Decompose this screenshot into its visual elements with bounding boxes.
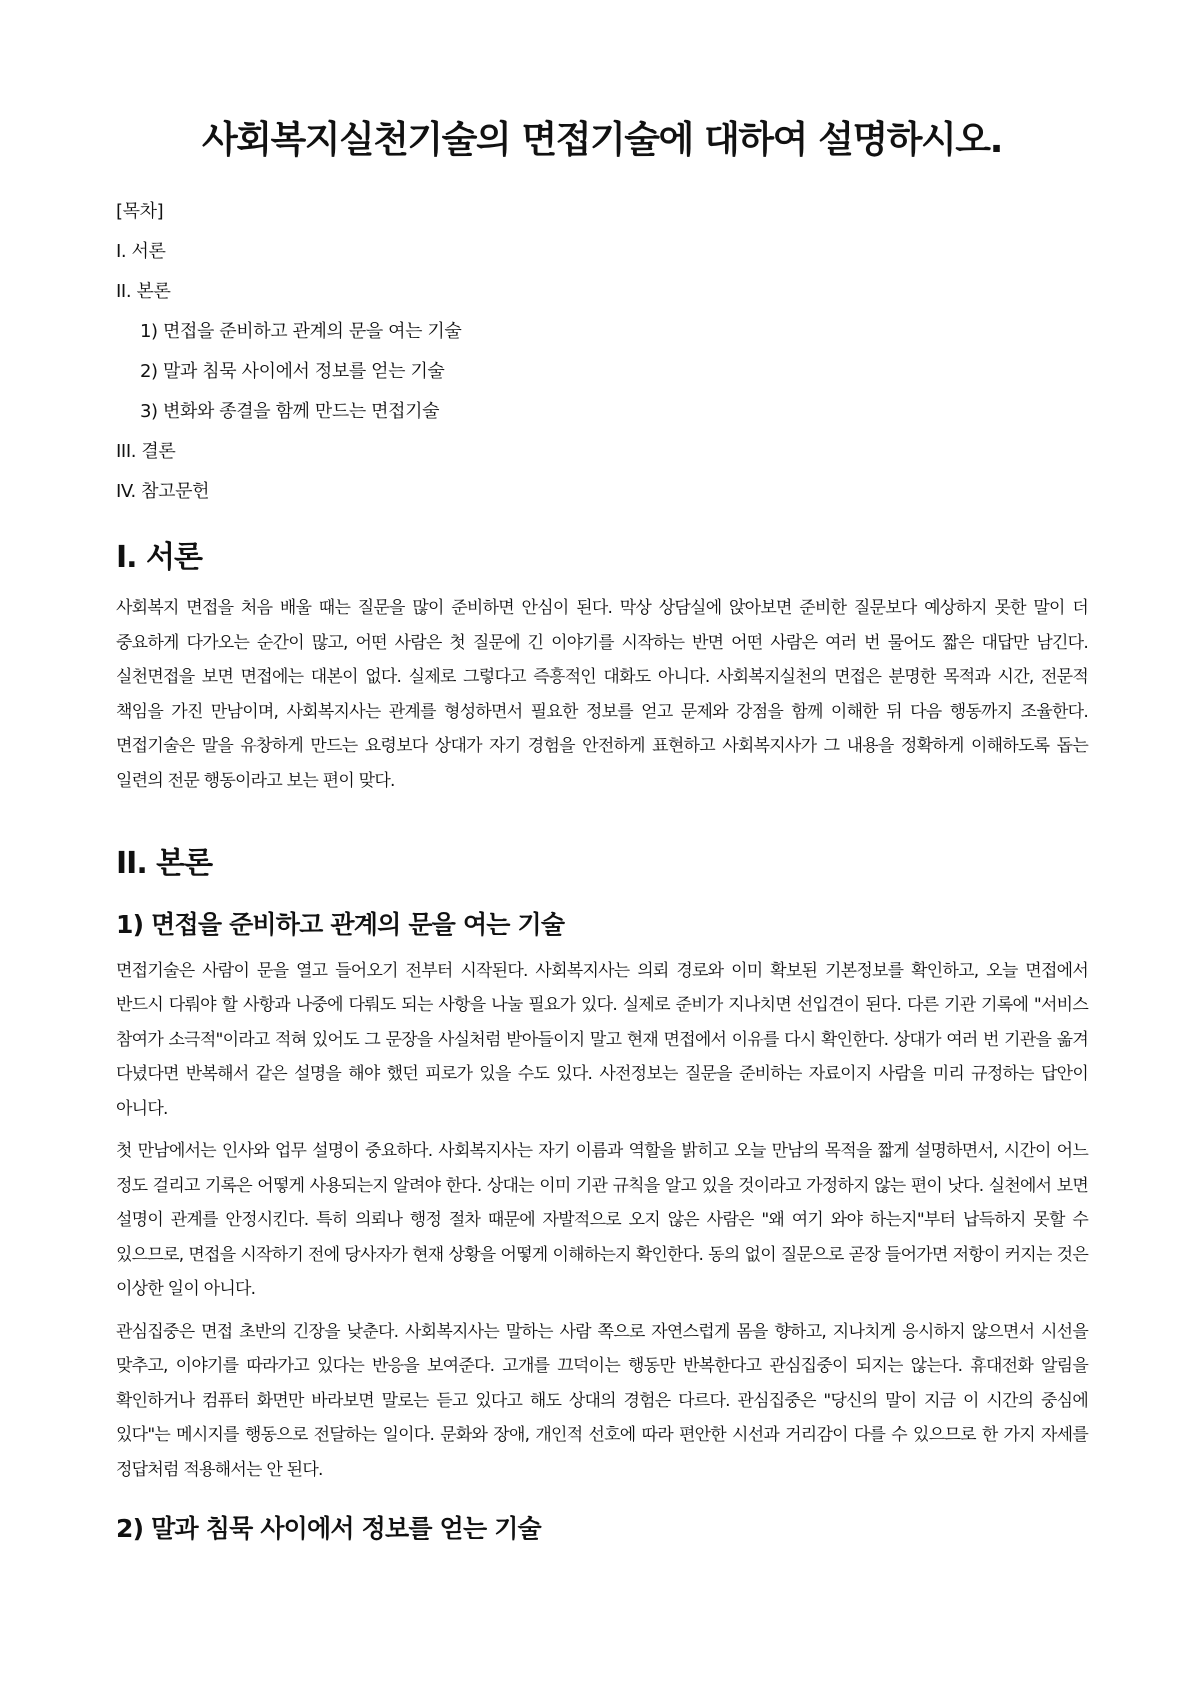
toc-item: II. 본론: [116, 281, 171, 303]
toc-item: I. 서론: [116, 241, 166, 263]
toc-item: 3) 변화와 종결을 함께 만드는 면접기술: [140, 401, 440, 423]
body-paragraph: 관심집중은 면접 초반의 긴장을 낮춘다. 사회복지사는 말하는 사람 쪽으로 자연스럽게 몸을 향하고, 지나치게 응시하지 않으면서 시선을 맞추고, 이야기를 따라가고 있다는 반응을 보여준다. 고개를 끄덕이는 행동만 반복한다고 관심집중이 되지는 않는다. 휴대전화 알림을 확인하거나 컴퓨터 화면만 바라보면 말로는 듣고 있다고 해도 상대의 경험은 다르다. 관심집중은 "당신의 말이 지금 이 시간의 중심에 있다"는 메시지를 행동으로 전달하는 일이다. 문화와 장애, 개인적 선호에 따라 편안한 시선과 거리감이 다를 수 있으므로 한 가지 자세를 정답처럼 적용해서는 안 된다.: [116, 1321, 1088, 1480]
table-of-contents: [116, 192, 1088, 512]
toc-heading: [목차]: [116, 201, 164, 223]
body-paragraph: 첫 만남에서는 인사와 업무 설명이 중요하다. 사회복지사는 자기 이름과 역할을 밝히고 오늘 만남의 목적을 짧게 설명하면서, 시간이 어느 정도 걸리고 기록은 어떻게 사용되는지 알려야 한다. 상대는 이미 기관 규칙을 알고 있을 것이라고 가정하지 않는 편이 낫다. 실천에서 보면 설명이 관계를 안정시킨다. 특히 의뢰나 행정 절차 때문에 자발적으로 오지 않은 사람은 "왜 여기 와야 하는지"부터 납득하지 못할 수 있으므로, 면접을 시작하기 전에 당사자가 현재 상황을 어떻게 이해하는지 확인한다. 동의 없이 질문으로 곧장 들어가면 저항이 커지는 것은 이상한 일이 아니다.: [116, 1141, 1088, 1300]
subsection-heading-1: 1) 면접을 준비하고 관계의 문을 여는 기술: [116, 910, 565, 940]
section-heading-body: II. 본론: [116, 846, 213, 882]
document-title: 사회복지실천기술의 면접기술에 대하여 설명하시오.: [201, 118, 1003, 161]
section-heading-intro: I. 서론: [116, 540, 202, 576]
intro-paragraph: 사회복지 면접을 처음 배울 때는 질문을 많이 준비하면 안심이 된다. 막상 상담실에 앉아보면 준비한 질문보다 예상하지 못한 말이 더 중요하게 다가오는 순간이 많고, 어떤 사람은 첫 질문에 긴 이야기를 시작하는 반면 어떤 사람은 여러 번 물어도 짧은 대답만 남긴다. 실천면접을 보면 면접에는 대본이 없다. 실제로 그렇다고 즉흥적인 대화도 아니다. 사회복지실천의 면접은 분명한 목적과 시간, 전문적 책임을 가진 만남이며, 사회복지사는 관계를 형성하면서 필요한 정보를 얻고 문제와 강점을 함께 이해한 뒤 다음 행동까지 조율한다. 면접기술은 말을 유창하게 만드는 요령보다 상대가 자기 경험을 안전하게 표현하고 사회복지사가 그 내용을 정확하게 이해하도록 돕는 일련의 전문 행동이라고 보는 편이 맞다.: [116, 598, 1088, 791]
body-paragraph: 면접기술은 사람이 문을 열고 들어오기 전부터 시작된다. 사회복지사는 의뢰 경로와 이미 확보된 기본정보를 확인하고, 오늘 면접에서 반드시 다뤄야 할 사항과 나중에 다뤄도 되는 사항을 나눌 필요가 있다. 실제로 준비가 지나치면 선입견이 된다. 다른 기관 기록에 "서비스 참여가 소극적"이라고 적혀 있어도 그 문장을 사실처럼 받아들이지 말고 현재 면접에서 이유를 다시 확인한다. 상대가 여러 번 기관을 옮겨 다녔다면 반복해서 같은 설명을 해야 했던 피로가 있을 수도 있다. 사전정보는 질문을 준비하는 자료이지 사람을 미리 규정하는 답안이 아니다.: [116, 960, 1088, 1119]
toc-item: 1) 면접을 준비하고 관계의 문을 여는 기술: [140, 321, 462, 343]
toc-item: III. 결론: [116, 441, 176, 463]
subsection-heading-2: 2) 말과 침묵 사이에서 정보를 얻는 기술: [116, 1514, 541, 1544]
toc-item: IV. 참고문헌: [116, 481, 210, 503]
toc-item: 2) 말과 침묵 사이에서 정보를 얻는 기술: [140, 361, 445, 383]
